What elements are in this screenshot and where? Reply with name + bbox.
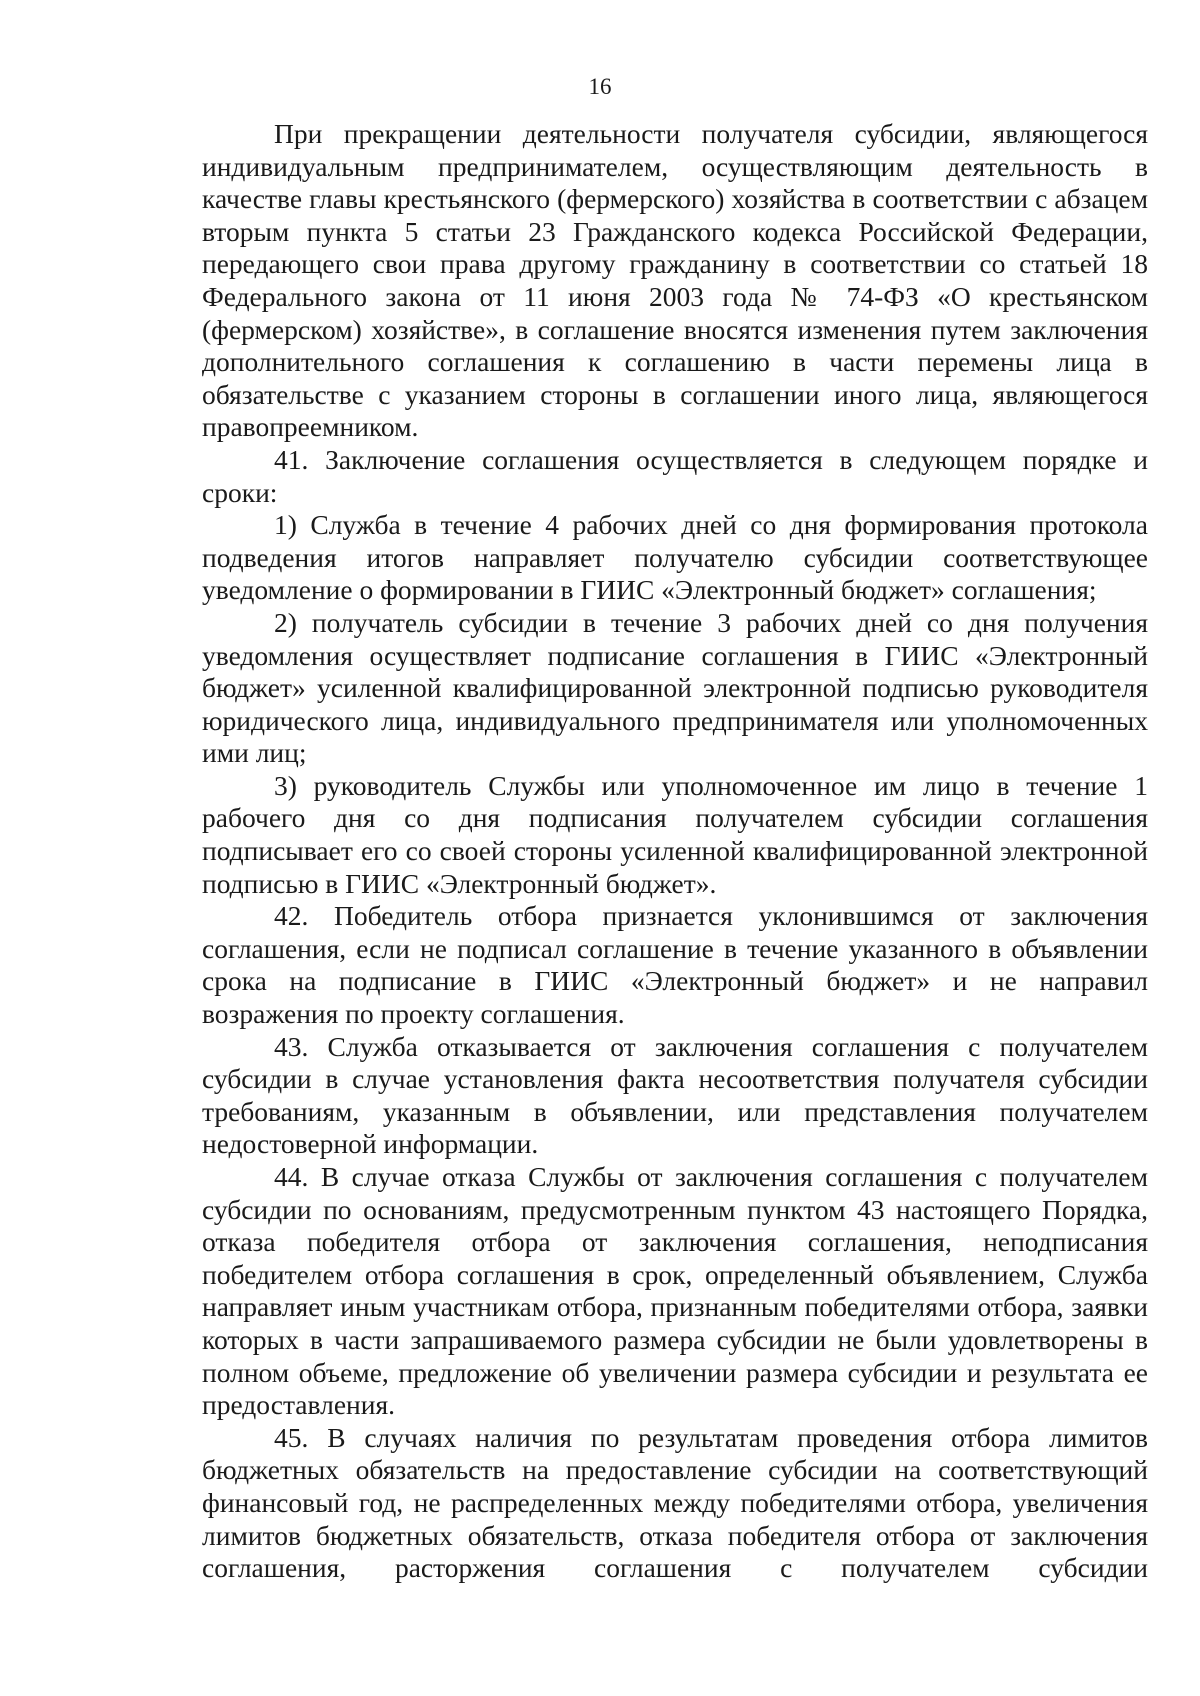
paragraph-intro: При прекращении деятельности получателя субсидии, являющегося индивидуальным предпринимателем, осуществляющим деятельность в качестве главы крестьянского (фермерского) хозяйства в соответствии с абзацем вторым пункта 5 статьи 23 Гражданского кодекса Российской Федерации, передающего свои права другому гражданину в соответствии со статьей 18 Федерального закона от 11 июня 2003 года № 74-ФЗ «О крестьянском (фермерском) хозяйстве», в соглашение вносятся изменения путем заключения дополнительного соглашения к соглашению в части перемены лица в обязательстве с указанием стороны в соглашении иного лица, являющегося правопреемником. [202,118,1148,443]
paragraph-44: 44. В случае отказа Службы от заключения соглашения с получателем субсидии по основаниям, предусмотренным пунктом 43 настоящего Порядка, отказа победителя отбора от заключения соглашения, неподписания победителем отбора соглашения в срок, определенный объявлением, Служба направляет иным участникам отбора, признанным победителями отбора, заявки которых в части запрашиваемого размера субсидии не были удовлетворены в полном объеме, предложение об увеличении размера субсидии и результата ее предоставления. [202,1161,1148,1421]
paragraph-42: 42. Победитель отбора признается уклонившимся от заключения соглашения, если не подписал соглашение в течение указанного в объявлении срока на подписание в ГИИС «Электронный бюджет» и не направил возражения по проекту соглашения. [202,900,1148,1030]
paragraph-41-item-3: 3) руководитель Службы или уполномоченное им лицо в течение 1 рабочего дня со дня подписания получателем субсидии соглашения подписывает его со своей стороны усиленной квалифицированной электронной подписью в ГИИС «Электронный бюджет». [202,769,1148,899]
page-number: 16 [588,74,612,99]
document-body [202,118,1148,1585]
paragraph-41: 41. Заключение соглашения осуществляется в следующем порядке и сроки: [202,443,1148,508]
paragraph-43: 43. Служба отказывается от заключения соглашения с получателем субсидии в случае установления факта несоответствия получателя субсидии требованиям, указанным в объявлении, или представления получателем недостоверной информации. [202,1030,1148,1160]
paragraph-45: 45. В случаях наличия по результатам проведения отбора лимитов бюджетных обязательств на предоставление субсидии на соответствующий финансовый год, не распределенных между победителями отбора, увеличения лимитов бюджетных обязательств, отказа победителя отбора от заключения соглашения, расторжения соглашения с получателем субсидии [202,1421,1148,1584]
paragraph-41-item-1: 1) Служба в течение 4 рабочих дней со дня формирования протокола подведения итогов направляет получателю субсидии соответствующее уведомление о формировании в ГИИС «Электронный бюджет» соглашения; [202,509,1148,606]
paragraph-41-item-2: 2) получатель субсидии в течение 3 рабочих дней со дня получения уведомления осуществляет подписание соглашения в ГИИС «Электронный бюджет» усиленной квалифицированной электронной подписью руководителя юридического лица, индивидуального предпринимателя или уполномоченных ими лиц; [202,606,1148,769]
